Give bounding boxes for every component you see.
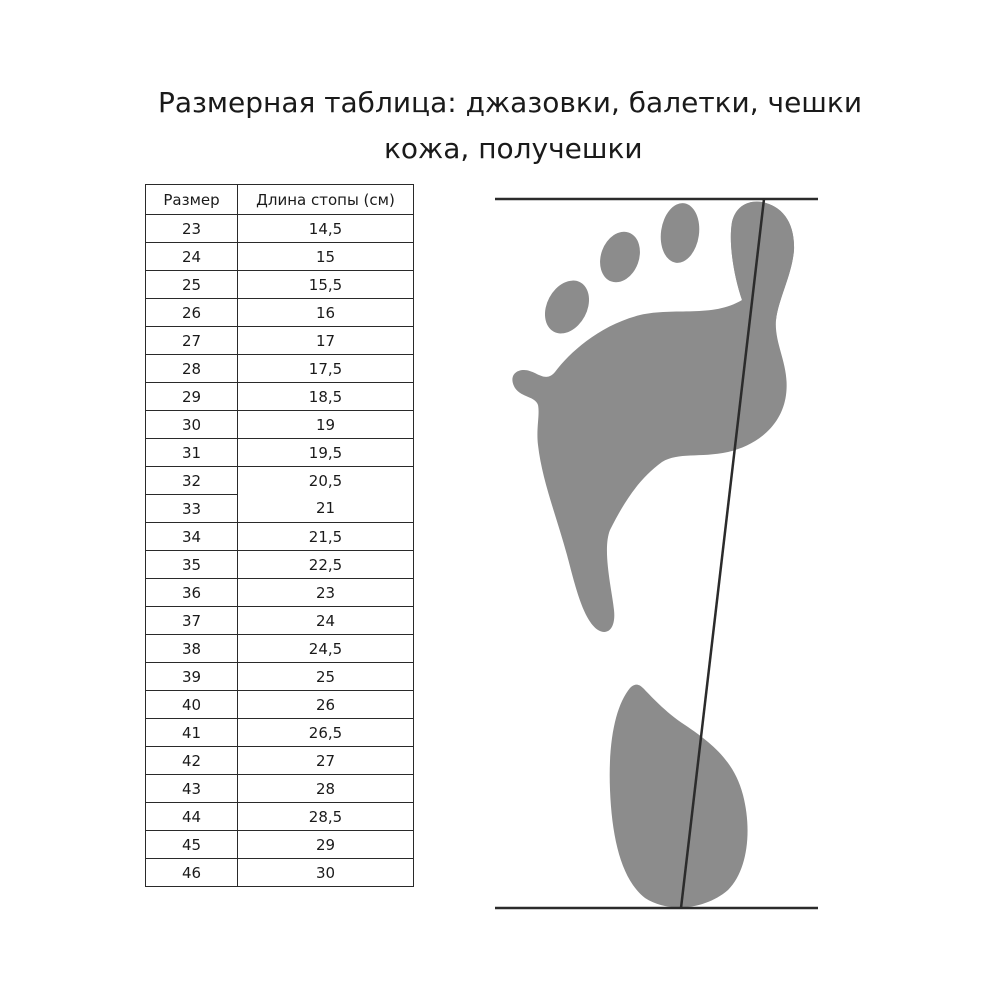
table-row — [146, 383, 414, 411]
cell-size: 27 — [146, 327, 238, 355]
table-row — [146, 243, 414, 271]
cell-length: 26,5 — [238, 719, 414, 747]
table-row — [146, 355, 414, 383]
cell-size: 36 — [146, 579, 238, 607]
footprint-toe-3 — [593, 226, 646, 288]
cell-length: 27 — [238, 747, 414, 775]
footprint-toe-2 — [657, 201, 703, 266]
cell-size: 25 — [146, 271, 238, 299]
cell-size: 33 — [146, 495, 238, 523]
cell-size: 23 — [146, 215, 238, 243]
cell-size: 38 — [146, 635, 238, 663]
cell-length: 17 — [238, 327, 414, 355]
cell-length: 15,5 — [238, 271, 414, 299]
cell-length: 29 — [238, 831, 414, 859]
footprint-big-toe — [731, 202, 794, 321]
cell-size: 39 — [146, 663, 238, 691]
cell-size: 29 — [146, 383, 238, 411]
cell-size: 43 — [146, 775, 238, 803]
cell-size: 24 — [146, 243, 238, 271]
cell-length: 17,5 — [238, 355, 414, 383]
cell-length: 28 — [238, 775, 414, 803]
cell-length: 20,5 — [238, 467, 414, 495]
table-row — [146, 691, 414, 719]
table-row — [146, 523, 414, 551]
cell-length: 22,5 — [238, 551, 414, 579]
cell-size: 34 — [146, 523, 238, 551]
table-header-row — [146, 185, 414, 215]
table-row — [146, 299, 414, 327]
cell-length: 25 — [238, 663, 414, 691]
cell-size: 31 — [146, 439, 238, 467]
table-row — [146, 663, 414, 691]
table-row — [146, 859, 414, 887]
table-row — [146, 215, 414, 243]
table-row — [146, 747, 414, 775]
cell-size: 35 — [146, 551, 238, 579]
table-row — [146, 831, 414, 859]
table-body — [146, 215, 414, 887]
cell-size: 44 — [146, 803, 238, 831]
table-row — [146, 719, 414, 747]
cell-size: 32 — [146, 467, 238, 495]
title-line-1: Размерная таблица: джазовки, балетки, чешки — [157, 86, 863, 119]
table-row — [146, 495, 414, 523]
cell-length: 18,5 — [238, 383, 414, 411]
cell-length: 16 — [238, 299, 414, 327]
cell-length: 26 — [238, 691, 414, 719]
title-line-2: кожа, получешки — [384, 132, 643, 165]
cell-length: 21 — [238, 495, 414, 523]
cell-size: 46 — [146, 859, 238, 887]
length-measure-line — [681, 199, 764, 908]
table-row — [146, 607, 414, 635]
footprint-heel — [610, 685, 748, 908]
header-length: Длина стопы (см) — [238, 185, 414, 215]
cell-length: 24,5 — [238, 635, 414, 663]
table-row — [146, 635, 414, 663]
cell-size: 30 — [146, 411, 238, 439]
cell-size: 42 — [146, 747, 238, 775]
footprint-icon — [512, 201, 794, 908]
size-table — [145, 184, 414, 887]
footprint-forefoot — [512, 202, 794, 632]
table-row — [146, 327, 414, 355]
cell-length: 14,5 — [238, 215, 414, 243]
cell-length: 15 — [238, 243, 414, 271]
cell-length: 23 — [238, 579, 414, 607]
table-row — [146, 411, 414, 439]
cell-size: 37 — [146, 607, 238, 635]
cell-length: 21,5 — [238, 523, 414, 551]
cell-size: 41 — [146, 719, 238, 747]
cell-length: 28,5 — [238, 803, 414, 831]
table-row — [146, 271, 414, 299]
table-row — [146, 775, 414, 803]
table-row — [146, 803, 414, 831]
cell-size: 45 — [146, 831, 238, 859]
cell-length: 19 — [238, 411, 414, 439]
table-row — [146, 551, 414, 579]
cell-length: 24 — [238, 607, 414, 635]
header-size: Размер — [146, 185, 238, 215]
table-row — [146, 439, 414, 467]
cell-size: 28 — [146, 355, 238, 383]
cell-length: 30 — [238, 859, 414, 887]
cell-length: 19,5 — [238, 439, 414, 467]
table-row — [146, 579, 414, 607]
footprint-toe-4 — [536, 273, 598, 341]
cell-size: 40 — [146, 691, 238, 719]
cell-size: 26 — [146, 299, 238, 327]
table-row — [146, 467, 414, 495]
